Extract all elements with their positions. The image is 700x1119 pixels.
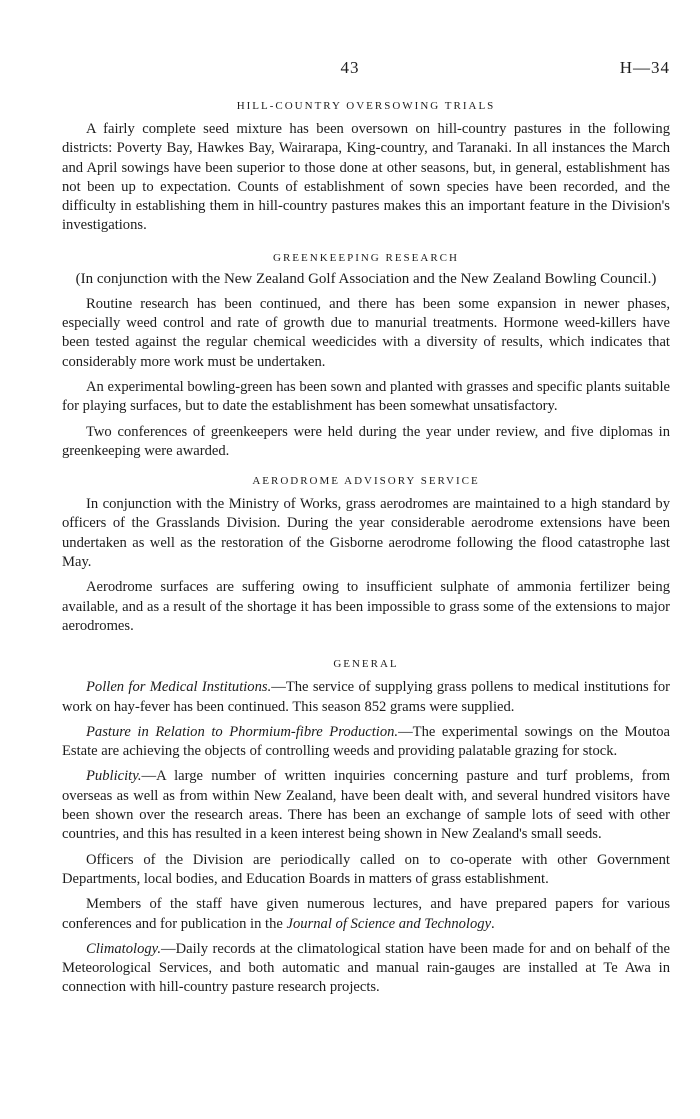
climatology-title: Climatology. — [86, 940, 161, 957]
hill-country-paragraph: A fairly complete seed mixture has been oversown on hill-country pastures in the following districts: Poverty Bay, Hawkes Bay, Wairarapa, King-country, and Taranaki. In all instances the March and April sowings have been superior to those done at other seasons, but, in general, establishment has not been up to expectation. Counts of establishment of sown species have been recorded, and the difficulty in establishing them in hill-country pastures makes this an important feature in the Division's investigations. — [62, 121, 670, 234]
greenkeeping-paragraph-1: Routine research has been continued, and there has been some expansion in newer phases, especially weed control and rate of growth due to manurial treatments. Hormone weed-killers have been tested against the regular chemical weedicides with a diversity of results, which indicates that considerably more work must be undertaken. — [62, 295, 670, 370]
publicity-title: Publicity. — [86, 768, 142, 785]
greenkeeping-subheading: (In conjunction with the New Zealand Golf Association and the New Zealand Bowling Council.) — [75, 270, 657, 287]
section-heading-aerodrome: AERODROME ADVISORY SERVICE — [252, 475, 480, 488]
pollen-paragraph — [62, 678, 670, 717]
members-text-a: Members of the staff have given numerous lectures, and have prepared papers for various conferences and for publication in the — [62, 896, 670, 932]
aerodrome-paragraph-2: Aerodrome surfaces are suffering owing to insufficient sulphate of ammonia fertilizer being available, and as a result of the shortage it has been impossible to grass some of the extensions to major aerodromes. — [62, 579, 670, 634]
journal-title: Journal of Science and Technology — [286, 915, 492, 932]
members-text-b: . — [491, 915, 495, 932]
officers-paragraph: Officers of the Division are periodically called on to co-operate with other Government Departments, local bodies, and Education Boards in matters of grass establishment. — [62, 851, 670, 887]
climatology-paragraph — [62, 940, 670, 998]
pollen-text: —The service of supplying grass pollens to medical institutions for work on hay-fever has been continued. This season 852 grams were supplied. — [62, 679, 671, 715]
page-reference: H—34 — [619, 58, 670, 77]
pasture-title: Pasture in Relation to Phormium-fibre Production. — [86, 723, 399, 740]
section-heading-general: GENERAL — [333, 658, 399, 671]
pollen-title: Pollen for Medical Institutions. — [86, 679, 272, 696]
publicity-text: —A large number of written inquiries concerning pasture and turf problems, from overseas as well as from within New Zealand, have been dealt with, and several hundred visitors have been shown over the research areas. There has been an exchange of sample lots of seed with other countries, and this has resulted in a keen interest being shown in New Zealand's small seeds. — [62, 768, 670, 843]
section-heading-hill-country: HILL-COUNTRY OVERSOWING TRIALS — [236, 100, 496, 112]
publicity-paragraph — [62, 767, 670, 844]
greenkeeping-paragraph-3: Two conferences of greenkeepers were held during the year under review, and five diplomas in greenkeeping were awarded. — [62, 423, 670, 459]
page-number: 43 — [340, 58, 360, 77]
section-heading-greenkeeping: GREENKEEPING RESEARCH — [273, 251, 459, 264]
document-body — [62, 58, 670, 1004]
members-paragraph — [62, 895, 670, 934]
aerodrome-paragraph-1: In conjunction with the Ministry of Works, grass aerodromes are maintained to a high standard by officers of the Grasslands Division. During the year considerable aerodrome extensions have been undertaken as well as the restoration of the Gisborne aerodrome following the flood catastrophe last May. — [62, 496, 670, 571]
pasture-text: —The experimental sowings on the Moutoa Estate are achieving the objects of controlling weeds and providing palatable grazing for stock. — [62, 723, 670, 760]
greenkeeping-paragraph-2: An experimental bowling-green has been sown and planted with grasses and specific plants suitable for playing surfaces, but to date the establishment has been somewhat unsatisfactory. — [62, 378, 670, 415]
pasture-paragraph — [62, 723, 670, 762]
climatology-text: —Daily records at the climatological station have been made for and on behalf of the Meteorological Services, and both automatic and manual rain-gauges are installed at Te Awa in connection with hill-country pasture research projects. — [62, 940, 670, 996]
